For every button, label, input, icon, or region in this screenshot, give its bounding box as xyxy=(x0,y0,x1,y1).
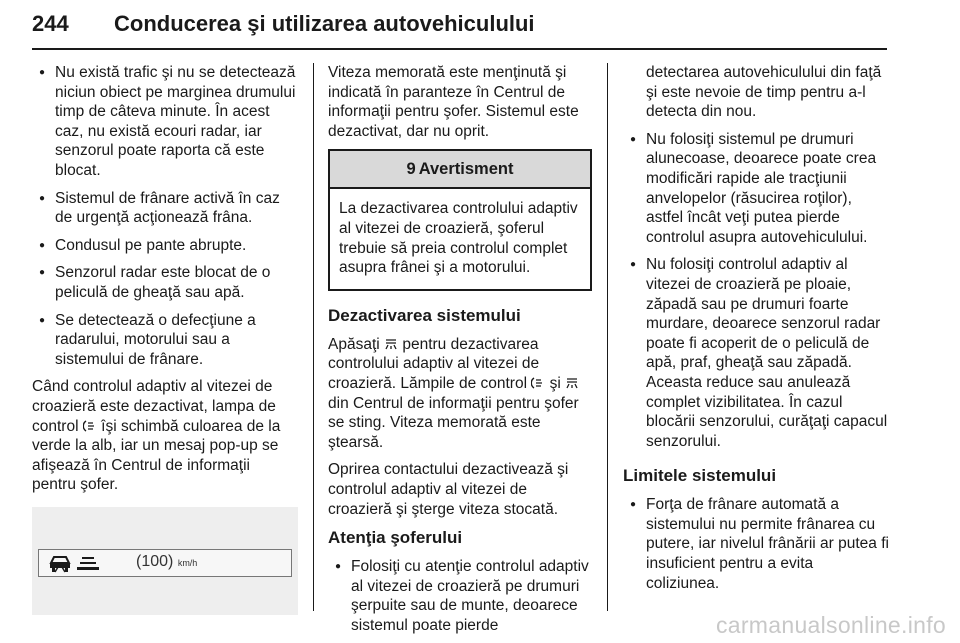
section-heading: Limitele sistemului xyxy=(623,466,777,486)
list-item: ● Folosiţi cu atenţie controlul adaptiv al vitezei de croazieră pe drumuri şerpuite sau de munte, deoarece sistemul poate pierde xyxy=(328,557,592,635)
list-item: ● Se detectează o defecţiune a radarului, motorului sau a sistemului de frânare. xyxy=(32,311,298,370)
section-heading: Atenţia şoferului xyxy=(328,528,463,548)
warning-title: Avertisment xyxy=(418,160,514,179)
header-rule xyxy=(32,48,887,50)
paragraph-text: îşi schimbă culoarea de la verde la alb, iar un mesaj pop-up se afişează în Centrul de informaţii pentru şofer. xyxy=(32,417,281,494)
warning-symbol: 9 xyxy=(406,160,416,179)
deactivation-note xyxy=(32,377,298,495)
paragraph-text: din Centrul de informaţii pentru şofer se sting. Viteza memorată este ştearsă. xyxy=(328,394,579,451)
column-middle xyxy=(328,63,592,643)
list-item: ● Condusul pe pante abrupte. xyxy=(32,236,298,256)
limits-list xyxy=(623,495,889,593)
paragraph-text: Când controlul adaptiv al vitezei de croazieră este dezactivat, lampa de control xyxy=(32,378,276,435)
list-item: ● Nu folosiţi controlul adaptiv al vitezei de croazieră pe ploaie, zăpadă sau pe drumuri foarte murdare, deoarece senzorul radar poate fi acoperit de o peliculă de apă, praf, gheaţă sau zăpadă. Aceasta reduce sau anulează complet vizibilitatea. În cazul blocării senzorului, curăţaţi capacul senzorului. xyxy=(623,255,889,451)
warning-header xyxy=(330,151,590,189)
list-item: ● Forţa de frânare automată a sistemului nu permite frânarea cu putere, iar nivelul frânării ar putea fi insuficient pentru a evita coliziunea. xyxy=(623,495,889,593)
ignition-paragraph: Oprirea contactului dezactivează şi controlul adaptiv al vitezei de croazieră şi şterge viteza stocată. xyxy=(328,461,569,518)
caution-list xyxy=(623,130,889,452)
adaptive-cruise-lamp-icon xyxy=(531,376,545,390)
list-item: ● Nu folosiţi sistemul pe drumuri alunecoase, deoarece poate crea modificări rapide ale tracţiunii anvelopelor (răsucirea roţilor), astfel încât veţi putea pierde controlul asupra autovehiculului. xyxy=(623,130,889,248)
vehicle-ahead-lamp-icon xyxy=(565,376,579,390)
condition-list xyxy=(32,63,298,369)
display-bar xyxy=(38,549,292,577)
list-item: ● Sistemul de frânare activă în caz de urgenţă acţionează frâna. xyxy=(32,189,298,228)
paragraph-text: pentru dezactivarea controlului adaptiv al vitezei de croazieră. Lămpile de control xyxy=(328,335,540,392)
column-divider xyxy=(313,63,314,611)
driver-info-display-image xyxy=(32,507,298,615)
cruise-off-button-icon xyxy=(384,337,398,351)
continuation-text: detectarea autovehiculului din faţă şi este nevoie de timp pentru a-l detecta din nou. xyxy=(646,64,882,121)
deactivation-paragraph xyxy=(328,335,592,453)
attention-list xyxy=(328,557,592,635)
speed-unit: km/h xyxy=(177,557,198,568)
section-heading: Dezactivarea sistemului xyxy=(328,305,521,325)
intro-paragraph: Viteza memorată este menţinută şi indicată în paranteze în Centrul de informaţii pentru şofer. Sistemul este dezactivat, dar nu oprit. xyxy=(328,64,579,140)
warning-text: La dezactivarea controlului adaptiv al vitezei de croazieră, şoferul trebuie să preia controlul complet asupra frânei şi a motorului. xyxy=(339,200,578,277)
speed-value: (100) xyxy=(136,552,174,570)
column-divider xyxy=(607,63,608,611)
following-distance-icon xyxy=(77,556,99,570)
stored-speed xyxy=(136,552,197,574)
chapter-title: Conducerea şi utilizarea autovehiculului xyxy=(114,11,535,36)
paragraph-text: şi xyxy=(549,374,561,392)
column-left xyxy=(32,63,298,625)
list-item: ● Senzorul radar este blocat de o peliculă de gheaţă sau apă. xyxy=(32,263,298,302)
page-header xyxy=(32,8,887,44)
column-right xyxy=(623,63,889,601)
paragraph-text: Apăsaţi xyxy=(328,335,380,353)
vehicle-ahead-icon xyxy=(47,554,73,574)
warning-box xyxy=(328,149,592,290)
page-number: 244 xyxy=(32,11,69,36)
list-item: ● Nu există trafic şi nu se detectează niciun obiect pe marginea drumului timp de câteva minute. În acest caz, nu există ecouri radar, iar senzorul poate raporta că este blocat. xyxy=(32,63,298,181)
watermark: carmanualsonline.info xyxy=(715,612,946,638)
adaptive-cruise-lamp-icon xyxy=(83,419,97,433)
